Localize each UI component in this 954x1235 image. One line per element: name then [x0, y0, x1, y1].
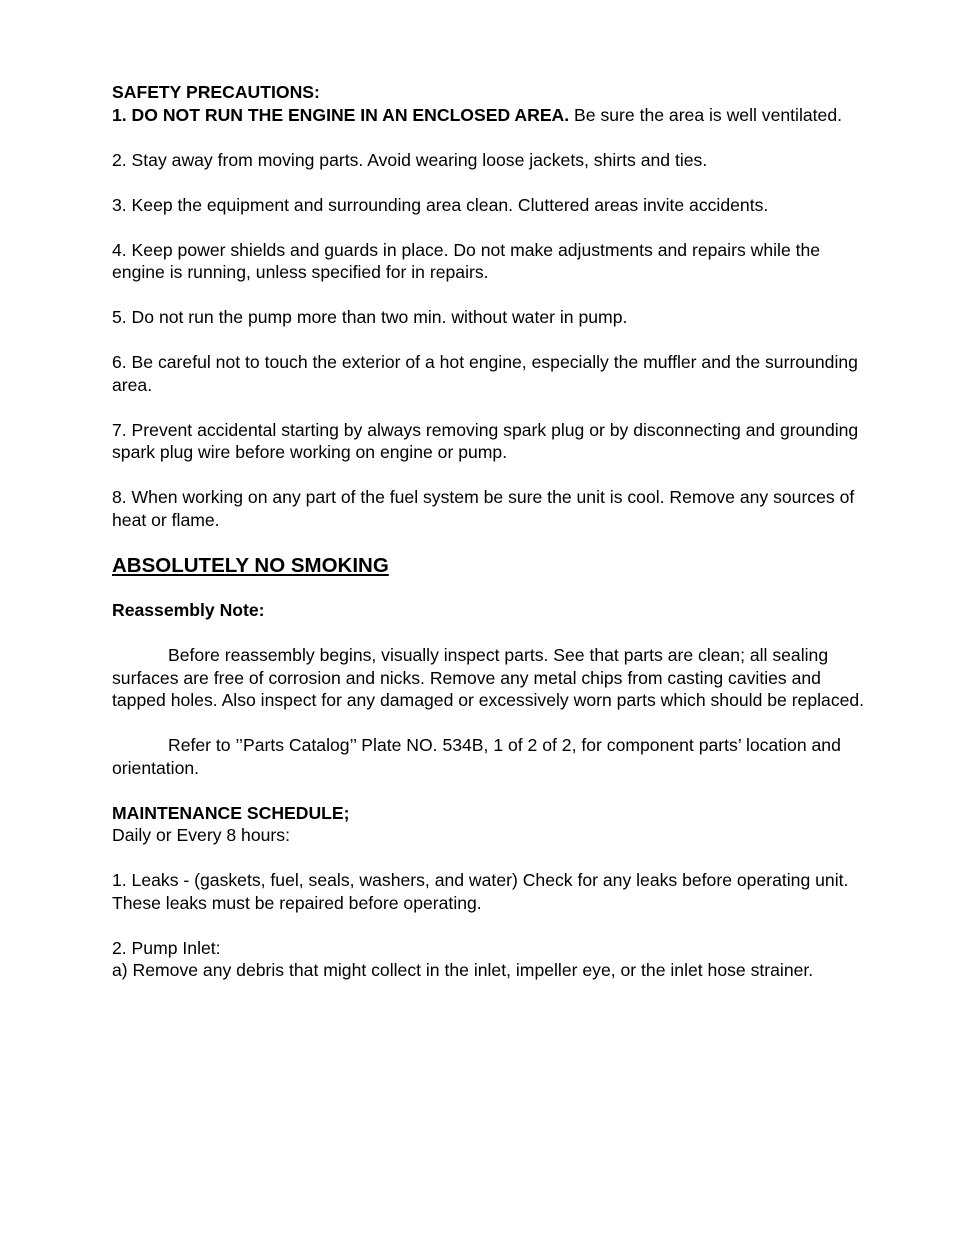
- maintenance-schedule-heading: MAINTENANCE SCHEDULE;: [112, 802, 350, 823]
- safety-item-4: 4. Keep power shields and guards in place. Do not make adjustments and repairs while the engine is running, unless specified for in repairs.: [112, 239, 821, 282]
- reassembly-paragraph-1: Before reassembly begins, visually inspect parts. See that parts are clean; all sealing surfaces are free of corrosion and nicks. Remove any metal chips from casting cavities and tapped holes. Also inspect for any damaged or excessively worn parts which should be replaced.: [112, 645, 865, 710]
- safety-item-3: 3. Keep the equipment and surrounding area clean. Cluttered areas invite accidents.: [112, 194, 769, 215]
- safety-precautions-section: [112, 81, 872, 531]
- reassembly-paragraph-2: Refer to ’’Parts Catalog’’ Plate NO. 534B, 1 of 2 of 2, for component parts’ location and orientation.: [112, 735, 841, 778]
- safety-item-1-warning: 1. DO NOT RUN THE ENGINE IN AN ENCLOSED AREA.: [112, 104, 570, 125]
- no-smoking-heading: ABSOLUTELY NO SMOKING: [112, 554, 389, 577]
- safety-item-5: 5. Do not run the pump more than two min. without water in pump.: [112, 307, 628, 327]
- reassembly-note-section: [112, 599, 872, 779]
- maintenance-item-2-a: a) Remove any debris that might collect in the inlet, impeller eye, or the inlet hose strainer.: [112, 960, 814, 980]
- safety-item-8: 8. When working on any part of the fuel system be sure the unit is cool. Remove any sources of heat or flame.: [112, 487, 855, 530]
- safety-precautions-heading: SAFETY PRECAUTIONS:: [112, 82, 320, 102]
- maintenance-item-2-title: 2. Pump Inlet:: [112, 937, 221, 958]
- document-page: [112, 81, 872, 982]
- safety-item-7: 7. Prevent accidental starting by always removing spark plug or by disconnecting and grounding spark plug wire before working on engine or pump.: [112, 419, 859, 462]
- safety-item-1: [112, 104, 872, 127]
- safety-item-6: 6. Be careful not to touch the exterior of a hot engine, especially the muffler and the surrounding area.: [112, 352, 858, 395]
- maintenance-item-1: 1. Leaks - (gaskets, fuel, seals, washers, and water) Check for any leaks before operating unit. These leaks must be repaired before operating.: [112, 870, 849, 913]
- safety-item-2: 2. Stay away from moving parts. Avoid wearing loose jackets, shirts and ties.: [112, 149, 708, 170]
- maintenance-interval: Daily or Every 8 hours:: [112, 825, 290, 845]
- reassembly-note-heading: Reassembly Note:: [112, 600, 265, 620]
- safety-item-1-text: Be sure the area is well ventilated.: [569, 104, 843, 125]
- maintenance-schedule-section: [112, 802, 872, 982]
